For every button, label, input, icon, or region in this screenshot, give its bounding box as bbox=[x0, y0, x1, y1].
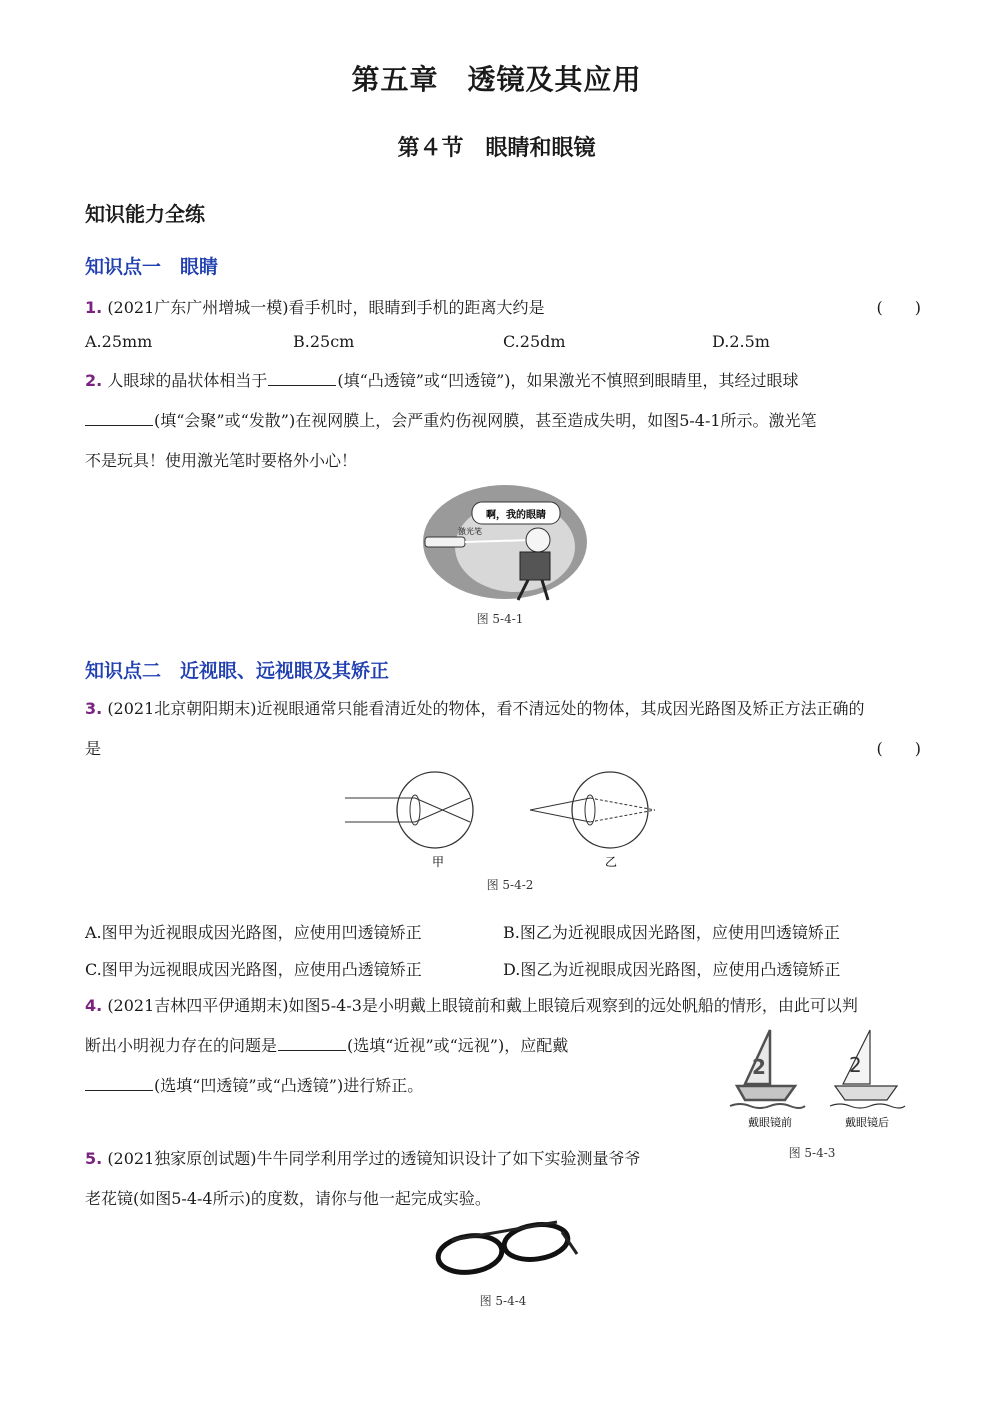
option-a: A.图甲为近视眼成因光路图，应使用凹透镜矫正 bbox=[85, 923, 422, 942]
figure-caption: 图 5-4-3 bbox=[788, 1146, 836, 1160]
question-1 bbox=[85, 295, 545, 318]
question-3-line-2: 是 bbox=[85, 739, 102, 758]
answer-paren: ( ) bbox=[876, 298, 921, 317]
after-label: 戴眼镜后 bbox=[845, 1116, 889, 1129]
eye-light-path-figure bbox=[340, 770, 660, 870]
waves bbox=[730, 1104, 805, 1108]
figure-label-a: 甲 bbox=[432, 855, 445, 869]
knowledge-point-1: 知识点一 眼睛 bbox=[85, 256, 219, 278]
option-d: D.2.5m bbox=[712, 332, 770, 351]
part-title: 知识能力全练 bbox=[85, 202, 205, 226]
question-number: 5. bbox=[85, 1149, 103, 1168]
reading-glasses-figure bbox=[432, 1214, 582, 1279]
waves bbox=[830, 1104, 905, 1108]
question-number: 1. bbox=[85, 298, 103, 317]
question-4-line-3 bbox=[85, 1073, 423, 1096]
question-4-line-2 bbox=[85, 1033, 568, 1056]
answer-blank[interactable] bbox=[85, 1089, 153, 1091]
figure-label-b: 乙 bbox=[605, 855, 618, 869]
option-d: D.图乙为近视眼成因光路图，应使用凸透镜矫正 bbox=[503, 960, 841, 979]
laser-pen-label: 激光笔 bbox=[458, 527, 482, 536]
question-5 bbox=[85, 1146, 641, 1169]
eyeball-a bbox=[397, 772, 473, 848]
question-2 bbox=[85, 368, 799, 391]
question-text: (2021北京朝阳期末)近视眼通常只能看清近处的物体，看不清远处的物体，其成因光路图及矫正方法正确的 bbox=[107, 699, 865, 718]
question-4 bbox=[85, 993, 858, 1016]
laser-eye-figure bbox=[420, 482, 590, 607]
ray-b bbox=[530, 798, 590, 810]
answer-blank[interactable] bbox=[268, 384, 336, 386]
hull bbox=[737, 1086, 795, 1100]
sailboat-figure bbox=[725, 1022, 910, 1132]
sailboat-after bbox=[830, 1030, 905, 1108]
figure-caption: 图 5-4-4 bbox=[479, 1294, 527, 1308]
hull bbox=[835, 1086, 897, 1100]
sail-number: 2 bbox=[849, 1053, 862, 1077]
question-5-line-2: 老花镜(如图5-4-4所示)的度数，请你与他一起完成实验。 bbox=[85, 1189, 491, 1208]
question-text: (填“凸透镜”或“凹透镜”)，如果激光不慎照到眼睛里，其经过眼球 bbox=[337, 371, 799, 390]
person-body bbox=[520, 552, 550, 580]
question-text: 人眼球的晶状体相当于 bbox=[107, 371, 268, 390]
answer-paren: ( ) bbox=[876, 739, 921, 758]
sail-number: 2 bbox=[752, 1055, 766, 1079]
question-number: 2. bbox=[85, 371, 103, 390]
option-b: B.图乙为近视眼成因光路图，应使用凹透镜矫正 bbox=[503, 923, 840, 942]
question-text: (填“会聚”或“发散”)在视网膜上，会严重灼伤视网膜，甚至造成失明，如图5-4-1所示。激光笔 bbox=[154, 411, 817, 430]
lens-b bbox=[585, 795, 595, 825]
ray-b bbox=[530, 810, 590, 822]
question-text: 断出小明视力存在的问题是 bbox=[85, 1036, 278, 1055]
sailboat-before bbox=[730, 1030, 805, 1108]
question-2-line-3: 不是玩具！使用激光笔时要格外小心！ bbox=[85, 451, 358, 470]
question-number: 4. bbox=[85, 996, 103, 1015]
knowledge-point-2: 知识点二 近视眼、远视眼及其矫正 bbox=[85, 660, 390, 682]
question-text: (2021吉林四平伊通期末)如图5-4-3是小明戴上眼镜前和戴上眼镜后观察到的远处帆船的情形，由此可以判 bbox=[107, 996, 858, 1015]
option-b: B.25cm bbox=[293, 332, 355, 351]
answer-blank[interactable] bbox=[85, 424, 153, 426]
option-c: C.25dm bbox=[503, 332, 566, 351]
ray-b bbox=[590, 810, 655, 822]
answer-blank[interactable] bbox=[278, 1049, 346, 1051]
eyeball-b bbox=[572, 772, 648, 848]
figure-caption: 图 5-4-1 bbox=[476, 612, 524, 626]
question-number: 3. bbox=[85, 699, 103, 718]
speech-bubble-text: 啊，我的眼睛 bbox=[486, 510, 546, 521]
option-a: A.25mm bbox=[85, 332, 153, 351]
section-title: 第４节 眼睛和眼镜 bbox=[397, 136, 596, 161]
chapter-title: 第五章 透镜及其应用 bbox=[351, 63, 642, 96]
before-label: 戴眼镜前 bbox=[748, 1116, 792, 1129]
figure-caption: 图 5-4-2 bbox=[486, 878, 534, 892]
hand-holding-pen bbox=[425, 537, 465, 547]
option-c: C.图甲为远视眼成因光路图，应使用凸透镜矫正 bbox=[85, 960, 422, 979]
question-stem: (2021广东广州增城一模)看手机时，眼睛到手机的距离大约是 bbox=[107, 298, 545, 317]
person-head bbox=[526, 528, 550, 552]
question-2-line-2 bbox=[85, 408, 817, 431]
question-text: (选填“近视”或“远视”)，应配戴 bbox=[347, 1036, 569, 1055]
question-text: (选填“凹透镜”或“凸透镜”)进行矫正。 bbox=[154, 1076, 424, 1095]
question-3 bbox=[85, 696, 865, 719]
question-text: (2021独家原创试题)牛牛同学利用学过的透镜知识设计了如下实验测量爷爷 bbox=[107, 1149, 641, 1168]
ray-b bbox=[590, 798, 655, 810]
